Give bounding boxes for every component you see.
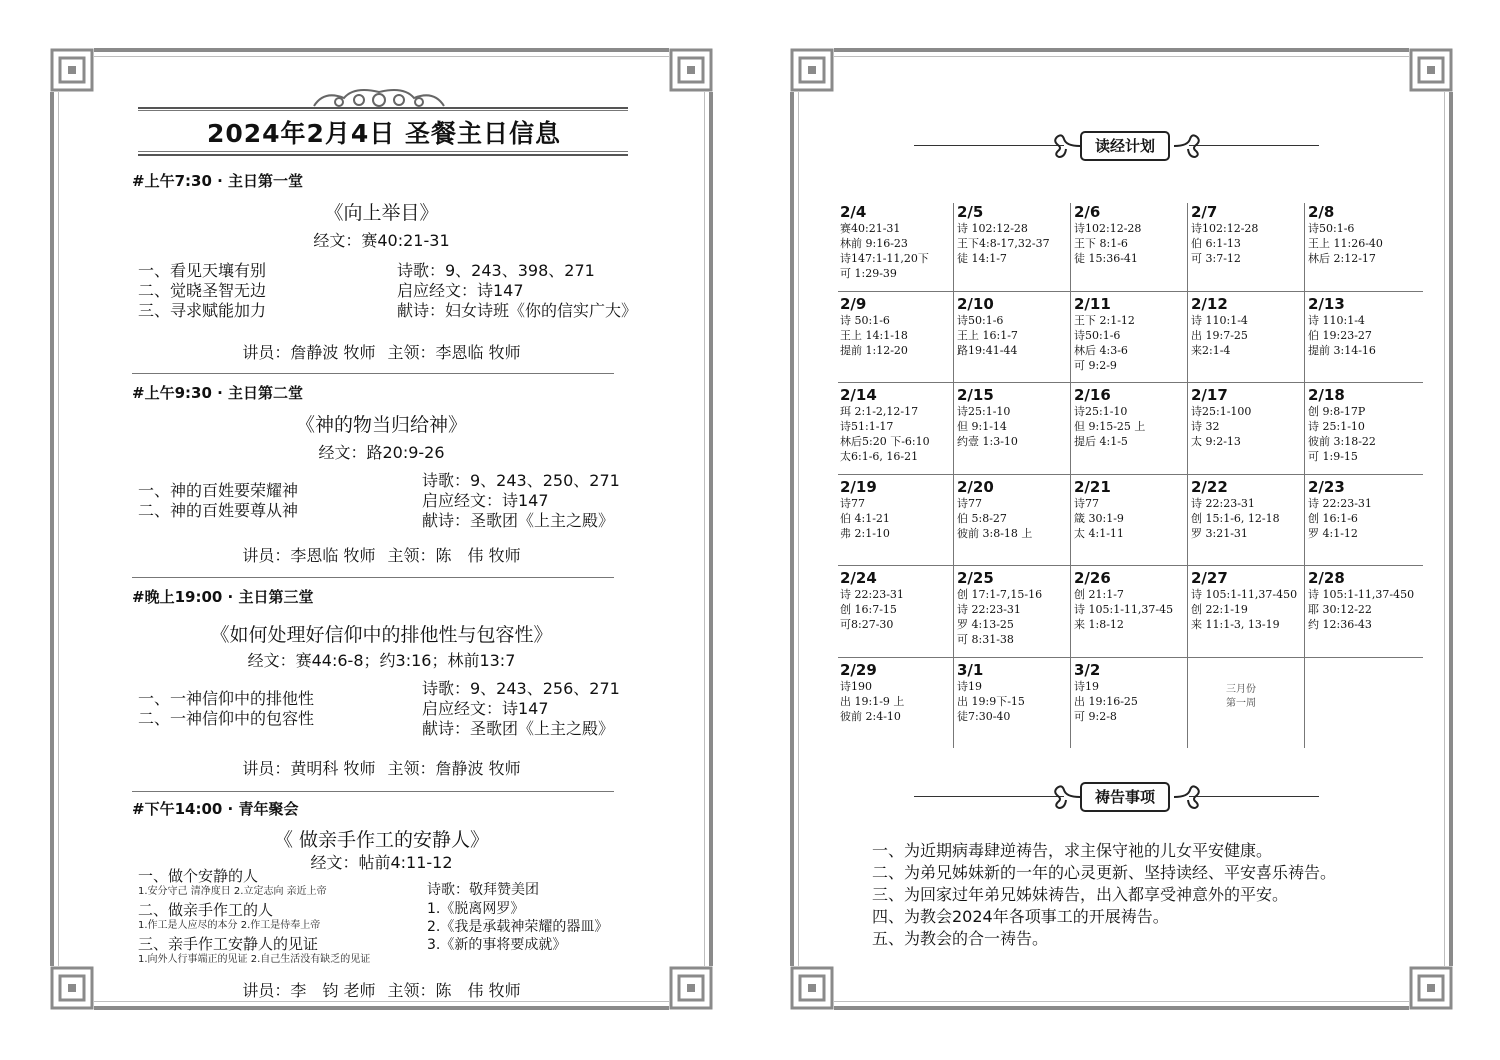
reading-entry: 林前 9:16-23 <box>840 237 908 250</box>
reading-day-cell <box>1074 569 1191 632</box>
reading-entry: 诗77 <box>840 496 865 510</box>
song-info: 启应经文：诗147 <box>397 281 524 300</box>
reading-entry: 创 15:1-6, 12-18 <box>1191 511 1280 525</box>
sermon-point: 一、做个安静的人 <box>138 867 259 885</box>
reading-day-cell <box>957 569 1074 647</box>
reading-entry: 诗 22:23-31 <box>957 603 1021 616</box>
reading-entry: 但 9:15-25 上 <box>1074 420 1146 433</box>
reading-date: 2/23 <box>1308 477 1345 496</box>
reading-date: 2/11 <box>1074 294 1111 313</box>
grid-hline <box>838 382 1423 383</box>
reading-entry: 林后 2:12-17 <box>1308 252 1376 265</box>
reading-entry: 罗 4:13-25 <box>957 618 1014 631</box>
prayer-title: 祷告事项 <box>1080 782 1170 812</box>
sermon-point: 三、亲手作工安静人的见证 <box>138 935 319 953</box>
reading-entry: 诗50:1-6 <box>1074 328 1121 342</box>
sermon-subpoint: 1.作工是人应尽的本分 2.作工是侍奉上帝 <box>138 920 321 931</box>
sermon-point: 二、做亲手作工的人 <box>138 901 274 919</box>
banner-rule <box>914 796 1064 797</box>
speaker: 讲员：詹静波 牧师 <box>242 343 376 362</box>
reading-date: 2/29 <box>840 660 877 679</box>
reading-entry: 可 1:9-15 <box>1308 450 1358 463</box>
scroll-ornament-icon <box>1052 133 1082 159</box>
scripture: 经文：路20:9-26 <box>318 443 445 462</box>
reading-entry: 太6:1-6, 16-21 <box>840 450 919 463</box>
page-title: 2024年2月4日 圣餐主日信息 <box>206 119 562 148</box>
sermon-title: 《向上举目》 <box>324 202 439 224</box>
staff-line <box>54 543 709 566</box>
reading-entry: 诗 102:12-28 <box>957 222 1028 235</box>
speaker: 讲员：李 钧 老师 <box>242 981 376 1000</box>
reading-date: 2/12 <box>1191 294 1228 313</box>
reading-day-cell <box>1074 478 1191 541</box>
reading-entry: 出 19:16-25 <box>1074 694 1138 708</box>
prayer-item: 一、为近期病毒肆逆祷告，求主保守祂的儿女平安健康。 <box>872 841 1273 860</box>
reading-day-cell <box>1191 569 1308 632</box>
reading-day-cell <box>840 478 957 541</box>
reading-date: 2/7 <box>1191 203 1218 221</box>
leader: 主领：陈 伟 牧师 <box>387 546 521 565</box>
reading-entry: 诗25:1-10 <box>957 405 1011 418</box>
month-week-note: 第一周 <box>1226 697 1256 709</box>
sermon-point: 二、觉晓圣智无边 <box>138 281 267 300</box>
reading-date: 2/20 <box>957 477 994 496</box>
reading-date: 2/16 <box>1074 386 1111 404</box>
reading-day-cell <box>840 661 957 724</box>
reading-entry: 约壹 1:3-10 <box>957 435 1018 448</box>
reading-entry: 约 12:36-43 <box>1308 618 1372 631</box>
service-heading: #上午9:30 · 主日第二堂 <box>132 384 304 402</box>
reading-entry: 诗25:1-10 <box>1074 405 1128 418</box>
leader: 主领：李恩临 牧师 <box>387 343 521 362</box>
sermon-point: 三、寻求赋能加力 <box>138 301 267 320</box>
reading-date: 2/18 <box>1308 386 1345 404</box>
reading-plan-title: 读经计划 <box>1080 131 1170 161</box>
reading-day-cell <box>957 295 1074 358</box>
reading-entry: 王上 14:1-18 <box>840 328 908 342</box>
reading-entry: 弗 2:1-10 <box>840 526 890 540</box>
staff-line <box>54 978 709 1001</box>
sermon-point: 二、一神信仰中的包容性 <box>138 709 315 728</box>
corner-ornament <box>50 48 94 92</box>
reading-entry: 赛40:21-31 <box>840 222 901 235</box>
reading-entry: 徒 15:36-41 <box>1074 252 1138 265</box>
reading-date: 2/9 <box>840 294 867 313</box>
sermon-title: 《 做亲手作工的安静人》 <box>273 829 490 851</box>
title-rule <box>138 107 628 109</box>
title-rule <box>138 110 628 111</box>
staff-line <box>54 340 709 363</box>
corner-ornament <box>669 966 713 1010</box>
reading-entry: 罗 4:1-12 <box>1308 526 1358 540</box>
corner-ornament <box>790 966 834 1010</box>
reading-entry: 诗 22:23-31 <box>840 588 904 601</box>
reading-day-cell <box>840 569 957 632</box>
song-info: 诗歌：9、243、256、271 <box>422 679 620 698</box>
reading-entry: 彼前 2:4-10 <box>840 709 901 723</box>
reading-entry: 王下 2:1-12 <box>1074 313 1135 327</box>
scroll-ornament-icon <box>1172 784 1202 810</box>
reading-day-cell <box>1308 203 1425 266</box>
song-info: 诗歌：9、243、398、271 <box>397 261 595 280</box>
reading-entry: 诗77 <box>957 496 982 510</box>
reading-date: 2/17 <box>1191 386 1228 404</box>
service-heading: #晚上19:00 · 主日第三堂 <box>132 588 314 606</box>
prayer-item: 三、为回家过年弟兄姊妹祷告，出入都享受神意外的平安。 <box>872 885 1289 904</box>
reading-date: 2/22 <box>1191 477 1228 496</box>
reading-entry: 提后 4:1-5 <box>1074 435 1128 448</box>
speaker: 讲员：李恩临 牧师 <box>242 546 376 565</box>
reading-entry: 可 9:2-9 <box>1074 358 1117 372</box>
reading-entry: 太 4:1-11 <box>1074 526 1124 540</box>
reading-date: 2/4 <box>840 203 867 221</box>
reading-entry: 伯 6:1-13 <box>1191 237 1241 250</box>
banner-rule <box>1189 145 1319 146</box>
reading-entry: 诗 22:23-31 <box>1191 496 1255 510</box>
reading-date: 2/27 <box>1191 569 1228 587</box>
reading-date: 2/21 <box>1074 477 1111 496</box>
reading-entry: 诗 25:1-10 <box>1308 420 1365 433</box>
left-page-bulletin <box>50 48 713 1010</box>
reading-date: 2/13 <box>1308 294 1345 313</box>
reading-entry: 诗 105:1-11,37-45 <box>1074 603 1174 616</box>
reading-day-cell <box>1074 203 1191 266</box>
reading-entry: 诗 110:1-4 <box>1308 313 1365 327</box>
service-heading: #下午14:00 · 青年聚会 <box>132 800 299 818</box>
reading-day-cell <box>1308 478 1425 541</box>
reading-day-cell <box>1191 683 1291 711</box>
reading-entry: 徒7:30-40 <box>957 709 1011 723</box>
reading-day-cell <box>1191 386 1308 449</box>
reading-entry: 创 16:1-6 <box>1308 511 1358 525</box>
corner-ornament <box>790 48 834 92</box>
sermon-point: 一、看见天壤有别 <box>138 261 267 280</box>
reading-entry: 诗147:1-11,20下 <box>840 252 929 265</box>
reading-day-cell <box>1191 295 1308 358</box>
reading-entry: 诗 105:1-11,37-450 <box>1191 588 1298 601</box>
song-info: 启应经文：诗147 <box>422 699 549 718</box>
scroll-ornament-icon <box>1172 133 1202 159</box>
prayer-item: 五、为教会的合一祷告。 <box>872 929 1049 948</box>
reading-entry: 创 17:1-7,15-16 <box>957 588 1043 601</box>
reading-day-cell <box>1074 386 1191 449</box>
reading-day-cell <box>1074 661 1191 724</box>
reading-entry: 可 8:31-38 <box>957 633 1014 646</box>
reading-entry: 林后 4:3-6 <box>1074 343 1128 357</box>
song-info: 献诗：圣歌团《上主之殿》 <box>422 511 615 530</box>
reading-entry: 可 1:29-39 <box>840 267 897 280</box>
reading-day-cell <box>840 295 957 358</box>
reading-entry: 可 3:7-12 <box>1191 252 1241 265</box>
reading-day-cell <box>957 386 1074 449</box>
reading-date: 2/6 <box>1074 203 1101 221</box>
reading-entry: 伯 4:1-21 <box>840 511 890 525</box>
scripture: 经文：帖前4:11-12 <box>310 853 453 872</box>
leader: 主领：陈 伟 牧师 <box>387 981 521 1000</box>
grid-hline <box>838 565 1423 566</box>
reading-entry: 提前 1:12-20 <box>840 343 908 357</box>
reading-entry: 可 9:2-8 <box>1074 709 1117 723</box>
reading-entry: 来 1:8-12 <box>1074 618 1124 631</box>
section-divider <box>132 577 614 578</box>
sermon-subpoint: 1.安分守己 清净度日 2.立定志向 亲近上帝 <box>138 886 327 897</box>
scripture: 经文：赛40:21-31 <box>313 231 450 250</box>
reading-entry: 诗 22:23-31 <box>1308 496 1372 510</box>
reading-plan-banner <box>794 131 1449 161</box>
prayer-item: 四、为教会2024年各项事工的开展祷告。 <box>872 907 1169 926</box>
corner-ornament <box>50 966 94 1010</box>
reading-entry: 诗190 <box>840 679 872 693</box>
grid-vline <box>1070 203 1071 748</box>
reading-entry: 来2:1-4 <box>1191 343 1231 357</box>
reading-day-cell <box>1074 295 1191 373</box>
reading-date: 2/8 <box>1308 203 1335 221</box>
reading-date: 3/2 <box>1074 660 1101 679</box>
reading-entry: 王下 8:1-6 <box>1074 237 1128 250</box>
song-info: 诗歌：敬拜赞美团 <box>427 882 539 898</box>
reading-entry: 但 9:1-14 <box>957 420 1007 433</box>
reading-entry: 太 9:2-13 <box>1191 435 1241 448</box>
reading-day-cell <box>1308 386 1425 464</box>
reading-entry: 提前 3:14-16 <box>1308 343 1376 357</box>
reading-day-cell <box>1191 478 1308 541</box>
section-divider <box>132 791 614 792</box>
reading-entry: 诗19 <box>957 679 982 693</box>
banner-rule <box>1189 796 1319 797</box>
song-info: 献诗：圣歌团《上主之殿》 <box>422 719 615 738</box>
banner-rule <box>914 145 1064 146</box>
reading-entry: 王上 16:1-7 <box>957 328 1018 342</box>
song-info: 诗歌：9、243、250、271 <box>422 471 620 490</box>
reading-entry: 王下4:8-17,32-37 <box>957 237 1050 250</box>
reading-day-cell <box>840 386 957 464</box>
reading-entry: 诗 110:1-4 <box>1191 313 1248 327</box>
reading-entry: 诗50:1-6 <box>957 313 1004 327</box>
reading-entry: 诗77 <box>1074 496 1099 510</box>
sermon-subpoint: 1.向外人行事端正的见证 2.自己生活没有缺乏的见证 <box>138 954 371 965</box>
reading-day-cell <box>1308 295 1425 358</box>
reading-day-cell <box>957 478 1074 541</box>
sermon-point: 二、神的百姓要尊从神 <box>138 501 299 520</box>
reading-entry: 诗 50:1-6 <box>840 313 890 327</box>
reading-date: 2/24 <box>840 569 877 587</box>
reading-entry: 彼前 3:18-22 <box>1308 435 1376 448</box>
service-heading: #上午7:30 · 主日第一堂 <box>132 172 304 190</box>
prayer-item: 二、为弟兄姊妹新的一年的心灵更新、坚持读经、平安喜乐祷告。 <box>872 863 1337 882</box>
reading-date: 2/19 <box>840 477 877 496</box>
reading-date: 2/28 <box>1308 569 1345 587</box>
song-info: 启应经文：诗147 <box>422 491 549 510</box>
reading-entry: 诗51:1-17 <box>840 420 894 433</box>
grid-hline <box>838 657 1423 658</box>
staff-line <box>54 756 709 779</box>
reading-entry: 彼前 3:8-18 上 <box>957 526 1033 540</box>
reading-entry: 诗50:1-6 <box>1308 222 1355 235</box>
reading-date: 2/25 <box>957 569 994 587</box>
leader: 主领：詹静波 牧师 <box>387 759 521 778</box>
reading-entry: 可8:27-30 <box>840 618 894 631</box>
reading-entry: 创 16:7-15 <box>840 603 897 616</box>
reading-entry: 创 22:1-19 <box>1191 603 1248 616</box>
scripture: 经文：赛44:6-8；约3:16；林前13:7 <box>247 651 516 670</box>
reading-entry: 创 9:8-17P <box>1308 405 1366 418</box>
right-page-plan <box>790 48 1453 1010</box>
reading-entry: 路19:41-44 <box>957 343 1018 357</box>
reading-entry: 诗 32 <box>1191 420 1220 433</box>
reading-entry: 诗102:12-28 <box>1074 222 1142 235</box>
reading-date: 2/14 <box>840 386 877 404</box>
sermon-title: 《神的物当归给神》 <box>295 414 467 436</box>
reading-entry: 伯 19:23-27 <box>1308 328 1372 342</box>
grid-hline <box>838 291 1423 292</box>
sermon-title: 《如何处理好信仰中的排他性与包容性》 <box>210 624 553 646</box>
title-rule <box>138 154 628 156</box>
reading-entry: 创 21:1-7 <box>1074 588 1124 601</box>
song-info: 1.《脱离网罗》 <box>427 901 525 917</box>
reading-entry: 伯 5:8-27 <box>957 511 1007 525</box>
reading-entry: 诗102:12-28 <box>1191 222 1259 235</box>
reading-date: 2/10 <box>957 294 994 313</box>
grid-vline <box>1304 203 1305 748</box>
grid-vline <box>1187 203 1188 748</box>
reading-entry: 出 19:9下-15 <box>957 694 1025 708</box>
reading-day-cell <box>957 203 1074 266</box>
reading-entry: 王上 11:26-40 <box>1308 237 1383 250</box>
month-week-note: 三月份 <box>1226 683 1256 695</box>
scroll-ornament-icon <box>1052 784 1082 810</box>
grid-vline <box>953 203 954 748</box>
corner-ornament <box>669 48 713 92</box>
speaker: 讲员：黄明科 牧师 <box>242 759 376 778</box>
reading-entry: 出 19:7-25 <box>1191 328 1248 342</box>
reading-day-cell <box>1191 203 1308 266</box>
sermon-point: 一、神的百姓要荣耀神 <box>138 481 299 500</box>
reading-day-cell <box>957 661 1074 724</box>
sermon-point: 一、一神信仰中的排他性 <box>138 689 315 708</box>
reading-entry: 诗19 <box>1074 679 1099 693</box>
reading-entry: 珥 2:1-2,12-17 <box>840 405 919 418</box>
reading-entry: 罗 3:21-31 <box>1191 526 1248 540</box>
song-info: 3.《新的事将要成就》 <box>427 937 567 953</box>
reading-day-cell <box>840 203 957 281</box>
reading-entry: 耶 30:12-22 <box>1308 603 1372 616</box>
reading-date: 2/15 <box>957 386 994 404</box>
song-info: 献诗：妇女诗班《你的信实广大》 <box>397 301 638 320</box>
corner-ornament <box>1409 48 1453 92</box>
grid-hline <box>838 474 1423 475</box>
reading-entry: 来 11:1-3, 13-19 <box>1191 618 1280 631</box>
reading-date: 2/26 <box>1074 569 1111 587</box>
section-divider <box>132 373 614 374</box>
reading-entry: 徒 14:1-7 <box>957 252 1007 265</box>
reading-entry: 林后5:20 下-6:10 <box>840 435 930 448</box>
reading-day-cell <box>1308 569 1425 632</box>
corner-ornament <box>1409 966 1453 1010</box>
prayer-banner <box>794 782 1449 812</box>
song-info: 2.《我是承载神荣耀的器皿》 <box>427 919 609 935</box>
reading-entry: 箴 30:1-9 <box>1074 511 1124 525</box>
reading-entry: 出 19:1-9 上 <box>840 694 905 708</box>
reading-entry: 诗 105:1-11,37-450 <box>1308 588 1415 601</box>
reading-date: 2/5 <box>957 203 984 221</box>
reading-entry: 诗25:1-100 <box>1191 405 1252 418</box>
title-rule <box>138 151 628 152</box>
reading-date: 3/1 <box>957 660 984 679</box>
